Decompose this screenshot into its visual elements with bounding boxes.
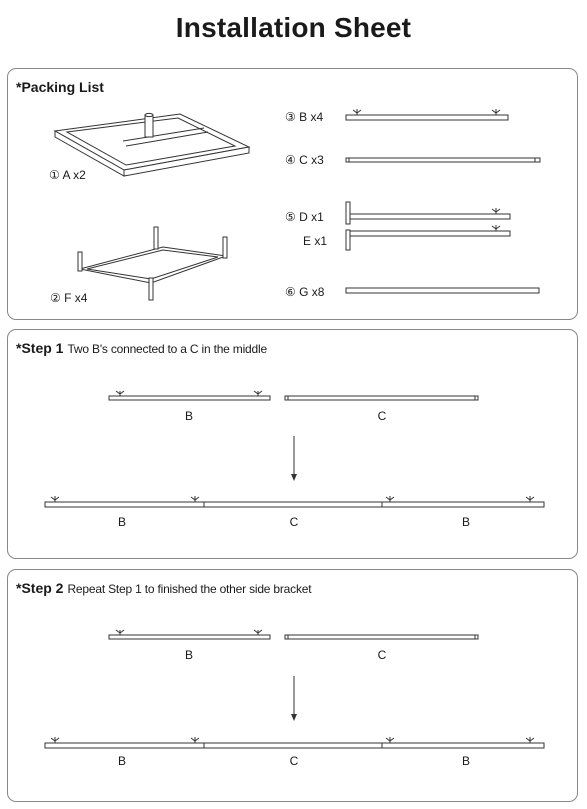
part-a-drawing	[55, 113, 249, 176]
part-e-code: E	[303, 234, 312, 248]
part-e-drawing	[346, 225, 510, 250]
packing-list-heading: *Packing List	[16, 79, 104, 95]
part-f-drawing	[78, 227, 227, 300]
part-f-label	[50, 291, 87, 305]
part-f-num: ②	[50, 291, 61, 305]
part-c-label	[285, 153, 324, 167]
step1-right-b-label: B	[461, 515, 470, 529]
part-c-drawing	[346, 158, 540, 162]
step1-panel	[7, 329, 578, 559]
part-a-code: A	[62, 168, 70, 182]
part-b-drawing	[346, 109, 508, 120]
packing-list-illustrations	[8, 69, 579, 321]
part-g-label	[285, 285, 324, 299]
step2-right-b-label: B	[461, 754, 470, 768]
part-g-num: ⑥	[285, 285, 296, 299]
part-c-num: ④	[285, 153, 296, 167]
part-e-qty: x1	[314, 234, 328, 248]
step2-left-b-label: B	[117, 754, 126, 768]
part-d-drawing	[346, 202, 510, 224]
step1-description: Two B's connected to a C in the middle	[67, 342, 267, 356]
part-d-label	[285, 210, 324, 224]
part-g-qty: x8	[311, 285, 325, 299]
step1-top-b-label: B	[184, 409, 193, 423]
page-title: Installation Sheet	[175, 12, 412, 43]
step1-middle-c-label: C	[289, 515, 299, 529]
part-b-code: B	[299, 110, 308, 124]
step1-left-b-label: B	[117, 515, 126, 529]
part-e-label	[303, 234, 327, 248]
step2-illustration	[8, 570, 579, 803]
part-c-qty: x3	[311, 153, 324, 167]
step2-panel	[7, 569, 578, 802]
part-b-num: ③	[285, 110, 296, 124]
part-c-code: C	[299, 153, 308, 167]
part-g-drawing	[346, 288, 539, 293]
part-a-qty: x2	[73, 168, 86, 182]
step1-heading: *Step 1	[16, 340, 64, 356]
step2-top-c-label: C	[377, 648, 387, 662]
part-b-qty: x4	[310, 110, 324, 124]
part-g-code: G	[299, 285, 309, 299]
step2-middle-c-label: C	[289, 754, 299, 768]
part-d-qty: x1	[311, 210, 324, 224]
part-f-code: F	[64, 291, 72, 305]
part-d-num: ⑤	[285, 210, 296, 224]
part-a-num: ①	[49, 168, 60, 182]
step2-heading: *Step 2	[16, 580, 64, 596]
step2-description: Repeat Step 1 to finished the other side bracket	[67, 582, 312, 596]
packing-list-panel	[7, 68, 578, 320]
step2-top-b-label: B	[184, 648, 193, 662]
part-f-qty: x4	[74, 291, 88, 305]
part-d-code: D	[299, 210, 308, 224]
part-a-label	[49, 168, 86, 182]
step1-top-c-label: C	[377, 409, 387, 423]
part-b-label	[285, 110, 323, 124]
